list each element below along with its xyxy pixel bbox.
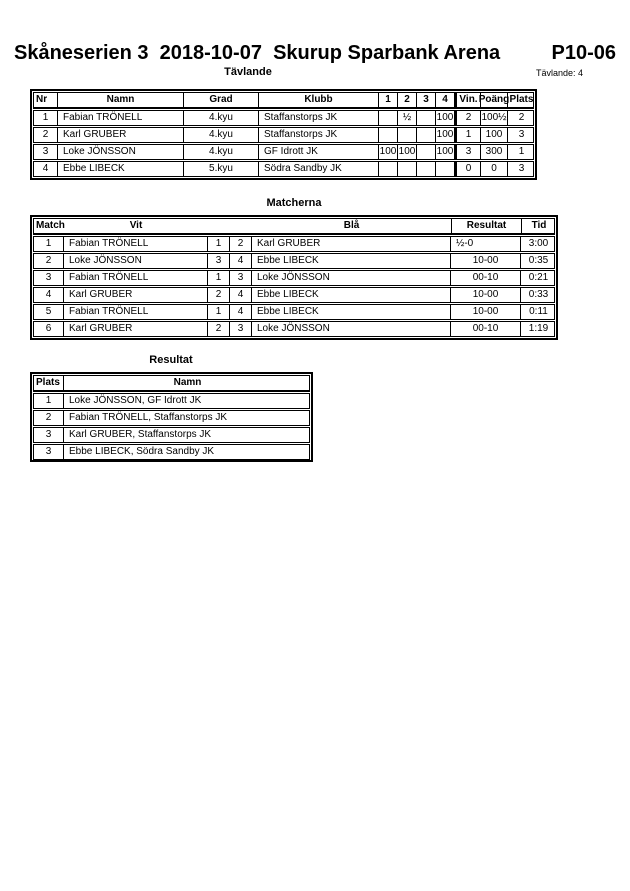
round3-cell (417, 162, 436, 176)
tid-cell: 1:19 (528, 323, 549, 334)
col-header-namn: Namn (173, 377, 202, 388)
round2-cell: 100 (398, 146, 416, 157)
poang-cell: 0 (481, 162, 508, 176)
col-header-3: 3 (417, 93, 436, 107)
page-title (14, 42, 616, 65)
round1-cell: 100 (379, 146, 397, 157)
tavlande-table (30, 89, 537, 180)
match-row (33, 236, 555, 252)
round2-cell (398, 162, 417, 176)
plats-cell: 2 (518, 112, 525, 123)
bla-nr-cell: 4 (230, 288, 252, 302)
grad-cell: 4.kyu (184, 128, 259, 142)
bla-nr-cell: 3 (230, 322, 252, 336)
bla-nr-cell: 3 (230, 271, 252, 285)
klubb-cell: Staffanstorps JK (259, 111, 379, 125)
match-nr-cell: 6 (34, 322, 64, 336)
round4-cell: 100 (436, 129, 454, 140)
round4-cell: 100 (436, 146, 454, 157)
plats-cell: 3 (34, 445, 64, 459)
namn-cell: Loke JÖNSSON, GF Idrott JK (69, 395, 202, 406)
plats-cell: 3 (518, 129, 525, 140)
grad-cell: 4.kyu (184, 145, 259, 159)
resultat-table (30, 372, 313, 462)
col-header-1: 1 (379, 93, 398, 107)
round3-cell (417, 111, 436, 125)
round1-cell (379, 162, 398, 176)
tavlande-row (33, 144, 534, 160)
poang-cell: 300 (481, 145, 508, 159)
match-row (33, 321, 555, 337)
tid-cell: 0:21 (528, 272, 549, 283)
bla-nr-cell: 4 (230, 254, 252, 268)
col-header-tid: Tid (521, 219, 556, 233)
resultat-cell: 10-00 (451, 305, 521, 319)
bla-name-cell: Karl GRUBER (252, 237, 451, 251)
resultat-cell: 10-00 (451, 288, 521, 302)
plats-cell: 1 (518, 146, 525, 157)
plats-cell: 3 (518, 163, 525, 174)
match-nr-cell: 1 (34, 237, 64, 251)
vit-nr-cell: 1 (208, 237, 230, 251)
plats-cell: 2 (34, 411, 64, 425)
bla-nr-cell: 4 (230, 305, 252, 319)
col-header-namn: Namn (58, 93, 184, 107)
tavlande-row (33, 161, 534, 177)
resultat-header-row (33, 375, 310, 392)
vit-name-cell: Karl GRUBER (64, 322, 208, 336)
resultat-cell: ½-0 (451, 237, 521, 251)
vit-name-cell: Loke JÖNSSON (64, 254, 208, 268)
round3-cell (417, 145, 436, 159)
match-row (33, 287, 555, 303)
grad-cell: 5.kyu (184, 162, 259, 176)
round1-cell (379, 128, 398, 142)
vin-cell: 0 (455, 162, 481, 176)
resultat-row (33, 427, 310, 443)
namn-cell: Karl GRUBER, Staffanstorps JK (69, 429, 212, 440)
col-header-4: 4 (436, 93, 455, 107)
matcherna-header-row (33, 218, 555, 235)
bla-name-cell: Ebbe LIBECK (252, 288, 451, 302)
col-header-klubb: Klubb (259, 93, 379, 107)
tavlande-header-row (33, 92, 534, 109)
vit-nr-cell: 2 (208, 288, 230, 302)
nr-cell: 1 (34, 111, 58, 125)
klubb-cell: Staffanstorps JK (259, 128, 379, 142)
match-nr-cell: 5 (34, 305, 64, 319)
resultat-cell: 10-00 (451, 254, 521, 268)
match-nr-cell: 2 (34, 254, 64, 268)
round2-cell (398, 128, 417, 142)
bla-name-cell: Ebbe LIBECK (252, 254, 451, 268)
namn-cell: Ebbe LIBECK, Södra Sandby JK (69, 446, 215, 457)
match-nr-cell: 3 (34, 271, 64, 285)
col-header-resultat: Resultat (451, 219, 521, 233)
nr-cell: 2 (34, 128, 58, 142)
vit-name-cell: Karl GRUBER (64, 288, 208, 302)
round1-cell (379, 111, 398, 125)
tid-cell: 0:33 (528, 289, 549, 300)
col-header-vit-nr (208, 219, 230, 233)
match-row (33, 253, 555, 269)
namn-cell: Fabian TRÖNELL, Staffanstorps JK (69, 412, 228, 423)
round2-cell: ½ (398, 111, 417, 125)
klubb-cell: Södra Sandby JK (259, 162, 379, 176)
vin-cell: 2 (455, 111, 481, 125)
col-header-bla: Blå (343, 220, 360, 231)
namn-cell: Ebbe LIBECK (58, 162, 184, 176)
vin-cell: 1 (455, 128, 481, 142)
page-title-class: P10-06 (551, 42, 616, 64)
match-row (33, 270, 555, 286)
competitor-count: Tävlande: 4 (536, 68, 584, 78)
bla-name-cell: Loke JÖNSSON (252, 322, 451, 336)
resultat-row (33, 410, 310, 426)
tid-cell: 0:11 (529, 306, 548, 317)
resultat-section-title: Resultat (149, 354, 193, 366)
poang-cell: 100½ (481, 112, 507, 123)
namn-cell: Fabian TRÖNELL (58, 111, 184, 125)
vit-name-cell: Fabian TRÖNELL (64, 305, 208, 319)
vit-nr-cell: 3 (208, 254, 230, 268)
vit-name-cell: Fabian TRÖNELL (64, 237, 208, 251)
resultat-row (33, 393, 310, 409)
matcherna-section-title: Matcherna (266, 197, 322, 209)
col-header-plats: Plats (509, 94, 534, 105)
vin-cell: 3 (455, 145, 481, 159)
nr-cell: 3 (34, 145, 58, 159)
col-header-match: Match (36, 220, 65, 231)
vit-nr-cell: 1 (208, 305, 230, 319)
plats-cell: 1 (34, 394, 64, 408)
col-header-nr: Nr (34, 93, 58, 107)
match-nr-cell: 4 (34, 288, 64, 302)
poang-cell: 100 (481, 128, 508, 142)
col-header-vin: Vin. (455, 93, 481, 107)
namn-cell: Karl GRUBER (58, 128, 184, 142)
tavlande-section-title: Tävlande (224, 66, 272, 78)
round4-cell: 100 (436, 112, 454, 123)
bla-name-cell: Loke JÖNSSON (252, 271, 451, 285)
nr-cell: 4 (34, 162, 58, 176)
match-row (33, 304, 555, 320)
col-header-vit: Vit (129, 220, 143, 231)
page-title-event: Skåneserien 3 2018-10-07 Skurup Sparbank Arena (14, 42, 501, 64)
tavlande-row (33, 127, 534, 143)
col-header-plats: Plats (34, 376, 64, 390)
round4-cell (436, 162, 455, 176)
vit-name-cell: Fabian TRÖNELL (64, 271, 208, 285)
col-header-poang: Poäng (478, 94, 510, 105)
tavlande-row (33, 110, 534, 126)
namn-cell: Loke JÖNSSON (58, 145, 184, 159)
bla-name-cell: Ebbe LIBECK (252, 305, 451, 319)
tid-cell: 3:00 (528, 238, 549, 249)
vit-nr-cell: 2 (208, 322, 230, 336)
matcherna-table (30, 215, 558, 340)
plats-cell: 3 (34, 428, 64, 442)
bla-nr-cell: 2 (230, 237, 252, 251)
round3-cell (417, 128, 436, 142)
vit-nr-cell: 1 (208, 271, 230, 285)
col-header-2: 2 (398, 93, 417, 107)
resultat-cell: 00-10 (451, 322, 521, 336)
col-header-grad: Grad (184, 93, 259, 107)
resultat-cell: 00-10 (451, 271, 521, 285)
resultat-row (33, 444, 310, 460)
tid-cell: 0:35 (528, 255, 549, 266)
grad-cell: 4.kyu (184, 111, 259, 125)
col-header-bla-nr (230, 219, 252, 233)
klubb-cell: GF Idrott JK (259, 145, 379, 159)
